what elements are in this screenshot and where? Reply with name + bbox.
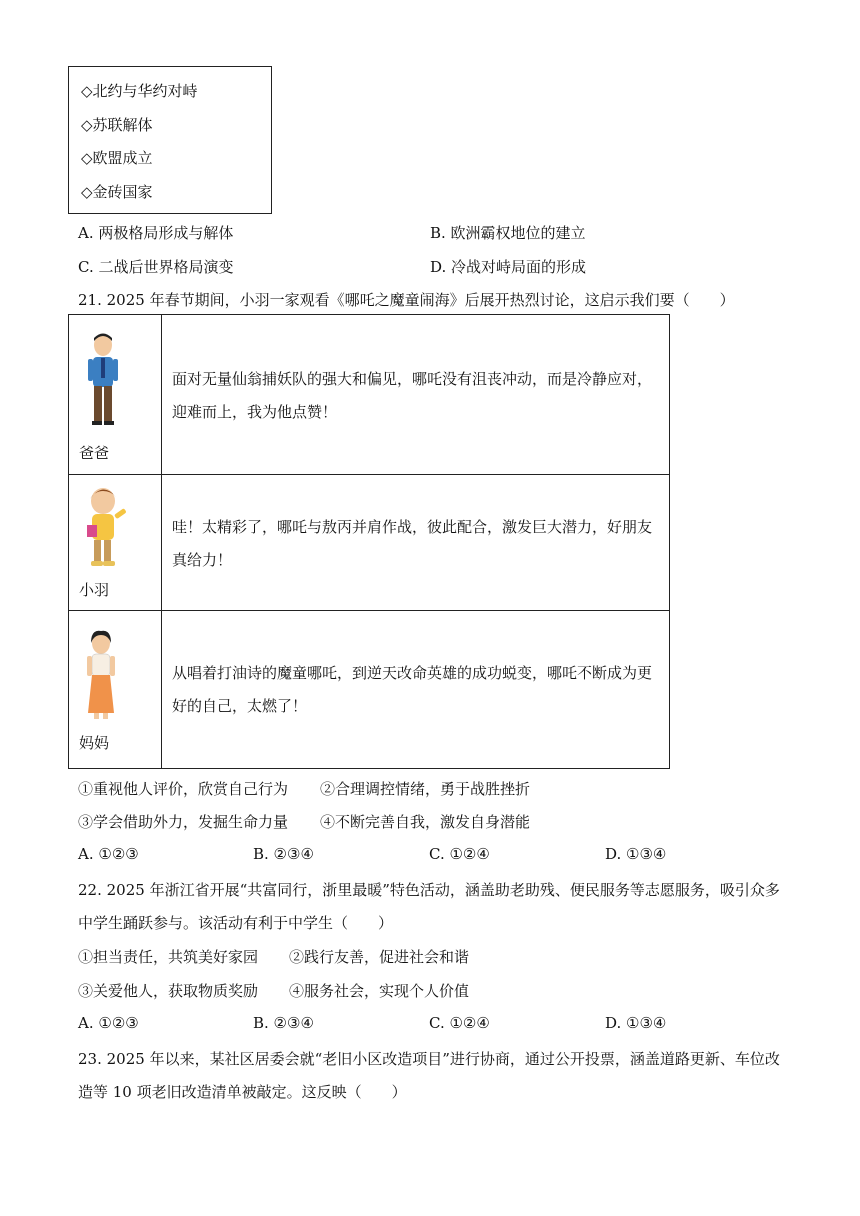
- topic-item: ◇北约与华约对峙: [81, 82, 198, 100]
- option-d: D. ①③④: [605, 1014, 667, 1032]
- option-b: B. 欧洲霸权地位的建立: [430, 224, 586, 242]
- topic-item: ◇苏联解体: [81, 116, 153, 134]
- question-23-stem: 23. 2025 年以来，某社区居委会就“老旧小区改造项目”进行协商，通过公开投票，涵盖道路更新、车位改: [78, 1050, 780, 1068]
- speech-line: 面对无量仙翁捕妖队的强大和偏见，哪吒没有沮丧冲动，而是冷静应对，: [172, 370, 653, 388]
- question-21-stem: 21. 2025 年春节期间，小羽一家观看《哪吒之魔童闹海》后展开热烈讨论，这启示我们要（ ）: [78, 291, 735, 309]
- option-d: D. 冷战对峙局面的形成: [430, 258, 587, 276]
- table-row: [69, 611, 670, 769]
- topic-box: [68, 66, 272, 214]
- dialogue-table: [68, 314, 670, 769]
- option-c: C. ①②④: [429, 1014, 490, 1032]
- option-c: C. 二战后世界格局演变: [78, 258, 234, 276]
- speech-cell: [162, 611, 670, 769]
- mother-figure-icon: [81, 629, 121, 721]
- option-d: D. ①③④: [605, 845, 667, 863]
- speaker-name: 小羽: [79, 581, 110, 599]
- table-row: [69, 475, 670, 611]
- statement-2: ②合理调控情绪，勇于战胜挫折: [320, 780, 531, 798]
- option-b: B. ②③④: [253, 845, 314, 863]
- statement-4: ④服务社会，实现个人价值: [289, 982, 470, 1000]
- father-figure-icon: [81, 331, 125, 427]
- speech-cell: [162, 475, 670, 611]
- option-b: B. ②③④: [253, 1014, 314, 1032]
- speech-line: 好的自己，太燃了！: [172, 697, 308, 715]
- table-row: [69, 315, 670, 475]
- avatar-cell: [69, 315, 162, 475]
- topic-item: ◇金砖国家: [81, 183, 153, 201]
- statement-4: ④不断完善自我，激发自身潜能: [320, 813, 531, 831]
- speech-line: 真给力！: [172, 551, 233, 569]
- topic-item: ◇欧盟成立: [81, 149, 153, 167]
- speech-line: 从唱着打油诗的魔童哪吒，到逆天改命英雄的成功蜕变，哪吒不断成为更: [172, 664, 653, 682]
- option-a: A. ①②③: [78, 1014, 139, 1032]
- statement-1: ①担当责任，共筑美好家园: [78, 948, 259, 966]
- statement-2: ②践行友善，促进社会和谐: [289, 948, 470, 966]
- speaker-name: 妈妈: [79, 734, 110, 752]
- child-figure-icon: [81, 485, 133, 571]
- speech-cell: [162, 315, 670, 475]
- avatar-cell: [69, 611, 162, 769]
- question-22-stem: 22. 2025 年浙江省开展“共富同行，浙里最暖”特色活动，涵盖助老助残、便民服务等志愿服务，吸引众多: [78, 881, 780, 899]
- statement-3: ③学会借助外力，发掘生命力量: [78, 813, 289, 831]
- question-23-stem-cont: 造等 10 项老旧改造清单被敲定。这反映（ ）: [78, 1083, 407, 1101]
- option-a: A. ①②③: [78, 845, 139, 863]
- statement-1: ①重视他人评价，欣赏自己行为: [78, 780, 289, 798]
- question-22-stem-cont: 中学生踊跃参与。该活动有利于中学生（ ）: [78, 914, 394, 932]
- statement-3: ③关爱他人，获取物质奖励: [78, 982, 259, 1000]
- option-c: C. ①②④: [429, 845, 490, 863]
- speech-line: 迎难而上，我为他点赞！: [172, 403, 338, 421]
- speech-line: 哇！太精彩了，哪吒与敖丙并肩作战，彼此配合，激发巨大潜力，好朋友: [172, 518, 653, 536]
- option-a: A. 两极格局形成与解体: [78, 224, 234, 242]
- avatar-cell: [69, 475, 162, 611]
- speaker-name: 爸爸: [79, 444, 110, 462]
